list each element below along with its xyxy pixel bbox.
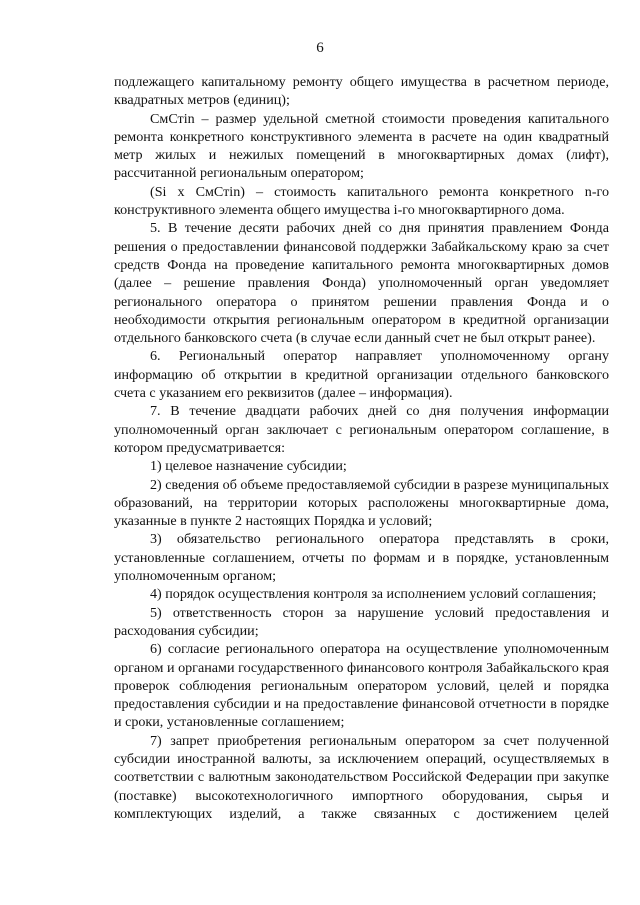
paragraph: 5. В течение десяти рабочих дней со дня принятия правлением Фонда решения о предоставлении финансовой поддержки Забайкальскому краю за счет средств Фонда на проведение капитального ремонта многоквартирных домов (далее – решение правления Фонда) уполномоченный орган уведомляет регионального оператора о принятом решении правления Фонда и о необходимости открытия региональным оператором в кредитной организации отдельного банковского счета (в случае если данный счет не был открыт ранее). [114, 220, 609, 347]
paragraph: (Si x СмСтin) – стоимость капитального ремонта конкретного n-го конструктивного элемента общего имущества i-го многоквартирного дома. [114, 183, 609, 219]
document-body [114, 73, 609, 823]
paragraph: 3) обязательство регионального оператора представлять в сроки, установленные соглашением, отчеты по формам и в порядке, установленным уполномоченным органом; [114, 531, 609, 585]
paragraph: 7. В течение двадцати рабочих дней со дня получения информации уполномоченный орган заключает с региональным оператором соглашение, в котором предусматривается: [114, 403, 609, 456]
paragraph: СмСтin – размер удельной сметной стоимости проведения капитального ремонта конкретного конструктивного элемента в расчете на один квадратный метр жилых и нежилых помещений в многоквартирных домах (лифт), рассчитанной региональным оператором; [114, 110, 609, 182]
paragraph: 5) ответственность сторон за нарушение условий предоставления и расходования субсидии; [114, 604, 609, 639]
paragraph: 2) сведения об объеме предоставляемой субсидии в разрезе муниципальных образований, на территории которых расположены многоквартирные дома, указанные в пункте 2 настоящих Порядка и условий; [114, 476, 609, 530]
paragraph: 1) целевое назначение субсидии; [150, 458, 347, 475]
paragraph: 6. Региональный оператор направляет уполномоченному органу информацию об открытии в кредитной организации отдельного банковского счета с указанием его реквизитов (далее – информация). [114, 348, 609, 402]
paragraph: подлежащего капитальному ремонту общего имущества в расчетном периоде, квадратных метров (единиц); [114, 74, 609, 109]
paragraph: 6) согласие регионального оператора на осуществление уполномоченным органом и органами государственного финансового контроля Забайкальского края проверок соблюдения региональным оператором условий, целей и порядка предоставления субсидии и на предоставление финансовой отчетности в порядке и сроки, установленные соглашением; [114, 641, 609, 731]
paragraph: 7) запрет приобретения региональным оператором за счет полученной субсидии иностранной валюты, за исключением операций, осуществляемых в соответствии с валютным законодательством Российской Федерации при закупке (поставке) высокотехнологичного импортного оборудования, сырья и комплектующих изделий, а также связанных с достижением целей [114, 732, 609, 822]
page-number: 6 [316, 40, 324, 56]
paragraph: 4) порядок осуществления контроля за исполнением условий соглашения; [150, 586, 597, 603]
